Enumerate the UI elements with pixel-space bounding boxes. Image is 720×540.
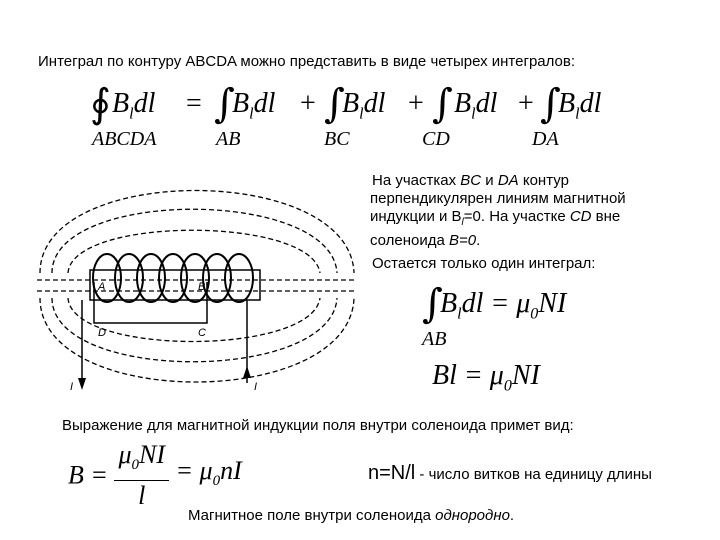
plus-sign: + bbox=[300, 88, 316, 119]
eq1-lhs: $B_ldl$ bbox=[112, 88, 156, 123]
contour-integral-sign-icon: ∮ bbox=[90, 81, 111, 127]
explanation-line-3: индукции и $B_l=0$. На участке CD вне bbox=[370, 208, 621, 228]
expression-intro-text: Выражение для магнитной индукции поля внутри соленоида примет вид: bbox=[62, 417, 574, 434]
label-a: A bbox=[98, 281, 106, 293]
eq1-label-ab: AB bbox=[216, 128, 241, 150]
current-arrow-right-icon bbox=[243, 366, 251, 378]
eq1-term-bc: $B_ldl$ bbox=[342, 88, 386, 123]
equation-remaining-integral bbox=[420, 280, 620, 350]
current-label-right: I bbox=[254, 381, 258, 393]
explanation-line-2: перпендикулярен линиям магнитной bbox=[370, 190, 626, 207]
eq1-term-da: $B_ldl$ bbox=[558, 88, 602, 123]
plus-sign: + bbox=[408, 88, 424, 119]
equation-bl: $Bl = \mu_0NI$ bbox=[432, 360, 540, 395]
coil-turn bbox=[225, 254, 253, 302]
label-c: C bbox=[198, 327, 206, 339]
eq1-term-ab: $B_ldl$ bbox=[232, 88, 276, 123]
equation-b-field: B = $\frac{\mu_0NI}{l}$ = $\mu_0nI$ bbox=[68, 440, 242, 511]
explanation-line-1: На участках BC и DA контур bbox=[372, 172, 569, 189]
coil-turn bbox=[137, 254, 165, 302]
field-line bbox=[68, 230, 320, 273]
integral-sign-icon: ∫ bbox=[432, 81, 453, 127]
remaining-integral-text: Остается только один интеграл: bbox=[372, 255, 596, 272]
field-line bbox=[40, 191, 354, 274]
eq1-label-bc: BC bbox=[324, 128, 350, 150]
coil-turn bbox=[159, 254, 187, 302]
intro-text: Интеграл по контуру ABCDA можно представить в виде четырех интегралов: bbox=[38, 53, 576, 70]
field-line bbox=[52, 209, 337, 273]
integral-sign-icon: ∫ bbox=[422, 281, 443, 327]
label-d: D bbox=[98, 327, 106, 339]
eq1-term-cd: $B_ldl$ bbox=[454, 88, 498, 123]
field-line bbox=[40, 298, 354, 382]
eq1-lhs-label: ABCDA bbox=[92, 128, 157, 150]
conclusion-text: Магнитное поле внутри соленоида однородно. bbox=[188, 507, 515, 524]
current-label-left: I bbox=[70, 381, 74, 393]
label-b: B bbox=[198, 281, 206, 293]
integral-sign-icon: ∫ bbox=[324, 81, 345, 127]
plus-sign: + bbox=[518, 88, 534, 119]
integral-sign-icon: ∫ bbox=[214, 81, 235, 127]
n-definition: n=N/l - число витков на единицу длины bbox=[368, 462, 652, 484]
equals-sign: = bbox=[186, 88, 202, 119]
equation-contour-integral bbox=[88, 78, 628, 158]
coil-turn bbox=[181, 254, 209, 302]
eq1-label-da: DA bbox=[532, 128, 559, 150]
fraction: $\frac{\mu_0NI}{l}$ bbox=[114, 440, 169, 511]
integral-sign-icon: ∫ bbox=[540, 81, 561, 127]
explanation-line-4: соленоида B=0. bbox=[370, 232, 481, 249]
eq1-label-cd: CD bbox=[422, 128, 450, 150]
current-arrow-left-icon bbox=[78, 378, 86, 390]
explanation-paragraph bbox=[370, 172, 700, 273]
coil-turn bbox=[93, 254, 121, 302]
eq2-body: $B_ldl = \mu_0NI$ bbox=[440, 288, 567, 323]
eq2-label: AB bbox=[422, 328, 447, 350]
solenoid-figure bbox=[32, 178, 362, 400]
coil-turn bbox=[115, 254, 143, 302]
